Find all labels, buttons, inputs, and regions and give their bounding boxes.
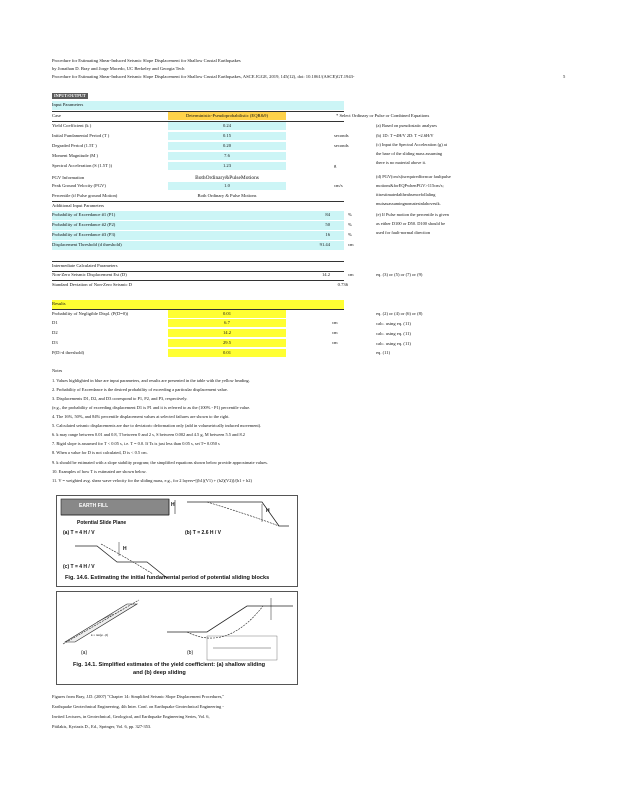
result-value: 6.7 xyxy=(168,319,286,327)
pgv-info-label: PGV Information xyxy=(52,175,85,180)
additional-label: Probability of Exceedance #3 (P3) xyxy=(52,232,116,237)
result-row-d1 xyxy=(52,319,344,328)
figure2-label-a: (a) xyxy=(81,650,88,656)
input-row-degraded xyxy=(52,142,349,151)
eq-a-label: k = tan(φ - β) xyxy=(91,633,109,637)
intermediate-title: Intermediate Calculated Parameters xyxy=(52,263,118,268)
doc-title-line1: Procedure for Estimating Shear-Induced Seismic Slope Displacement for Shallow Crustal Earthquakes xyxy=(52,58,241,63)
input-row-ts xyxy=(52,132,349,141)
note-item: 7. Rigid slope is assumed for T < 0.05 s, i.e. T = 0.0. If Ts is just less than 0.05 s, set T= 0.050 s xyxy=(52,441,220,446)
additional-unit: % xyxy=(348,212,352,217)
input-label: Moment Magnitude (M ) xyxy=(52,153,99,158)
result-ref: calc. using eq. (11) xyxy=(376,321,411,326)
input-section-title: Input Parameters xyxy=(52,102,84,107)
result-label: D1 xyxy=(52,320,58,325)
note-item: 9. k should be estimated with a slope stability program; the simplified equations shown below provide approximate values. xyxy=(52,460,268,465)
right-note: the base of the sliding mass assuming xyxy=(376,151,443,156)
result-ref: eq. (2) or (4) or (6) or (8) xyxy=(376,311,423,316)
note-item: 10. Examples of how T is estimated are shown below. xyxy=(52,469,147,474)
intermediate-label: Non-Zero Seismic Displacement Est (D) xyxy=(52,272,127,277)
result-ref: eq. (11) xyxy=(376,350,391,355)
pgv-input[interactable]: 1.0 xyxy=(168,182,286,190)
figure1-caption: Fig. 14.6. Estimating the initial fundamental period of potential sliding blocks xyxy=(65,575,270,581)
intermediate-unit: cm xyxy=(348,272,354,277)
result-value: 0.01 xyxy=(168,349,286,357)
earth-fill-label: EARTH FILL xyxy=(79,503,109,509)
additional-unit: % xyxy=(348,232,352,237)
note-item: 4. The 16%, 50%, and 84% percentile displacement values at selected failures are shown to the right. xyxy=(52,414,230,419)
right-note: itisestimatedaltheahsencefollaling xyxy=(376,192,436,197)
result-ref: calc. using eq. (11) xyxy=(376,331,411,336)
pgv-row xyxy=(52,182,344,191)
right-note: there is no material above it. xyxy=(376,160,426,165)
result-value: 0.01 xyxy=(168,310,286,318)
additional-header xyxy=(52,201,344,211)
note-item: 11. V = weighted avg. shear wave velocity for the sliding mass, e.g., for 2 layers=[(h1)(V1) + (h2)(V2)]/(h1 + h2) xyxy=(52,478,252,483)
additional-title: Additional Input Parameters xyxy=(52,203,105,208)
figure2-caption-line1: Fig. 14.1. Simplified estimates of the yield coefficient: (a) shallow sliding xyxy=(73,662,266,668)
right-note: (a) Based on pseudostatic analyses xyxy=(376,123,437,128)
figure2-caption-line2: and (b) deep sliding xyxy=(133,670,186,676)
additional-row-p3[interactable] xyxy=(52,231,352,240)
input-value[interactable]: 1.23 xyxy=(168,162,286,170)
note-item: 1. Values highlighted in blue are input parameters, and results are presented in the table with the yellow heading. xyxy=(52,378,250,383)
intermediate-row-sd xyxy=(52,280,348,290)
input-label: Yield Coefficient (k ) xyxy=(52,123,92,128)
result-value: 14.2 xyxy=(168,329,286,337)
additional-row-threshold[interactable] xyxy=(52,241,354,250)
note-item: 5. Calculated seismic displacements are due to deviatoric deformation only (add in volumetrically induced movement). xyxy=(52,423,262,428)
intermediate-ref: eq. (3) or (5) or (7) or (9) xyxy=(376,272,423,277)
figure1-h-label: H xyxy=(171,502,175,508)
result-label: P(D>d threshold) xyxy=(52,350,85,355)
figure2-label-b: (b) xyxy=(187,650,194,656)
result-label: D2 xyxy=(52,330,58,335)
case-selector[interactable]: Deterministic-Pseudoprobabilistic (EQR&9) xyxy=(168,112,286,120)
note-item: 6. k may range between 0.01 and 0.8, T between 0 and 2 s, S between 0.002 and 4.5 g, M between 5.5 and 8.2 xyxy=(52,432,245,437)
figure-fundamental-period-drawing xyxy=(57,496,297,586)
additional-row-p1[interactable] xyxy=(52,211,352,220)
note-item: 8. When a value for D is not calculated, D is < 0.5 cm. xyxy=(52,450,148,455)
footer-line: Pitilakis, Kyriazis D., Ed., Springer, Vol. 6, pp. 327-353. xyxy=(52,724,152,729)
note-item: 2. Probability of Exceedance is the desired probability of exceeding a particular displacement value. xyxy=(52,387,228,392)
doc-authors: by Jonathan D. Bray and Jorge Macedo, UC Berkeley and Georgia Tech xyxy=(52,66,185,71)
intermediate-value: 0.736 xyxy=(337,282,348,287)
right-note: (b) 1D: T =4H/V 2D: T =2.6H/V xyxy=(376,133,434,138)
additional-unit: % xyxy=(348,222,352,227)
additional-unit: cm xyxy=(348,242,354,247)
input-value[interactable]: 0.20 xyxy=(168,142,286,150)
figure1-h-label-right: H xyxy=(266,508,270,514)
case-label: Case xyxy=(52,113,61,118)
additional-value: 84 xyxy=(325,212,330,217)
input-unit: g xyxy=(334,163,337,168)
pgv-unit: cm/s xyxy=(334,183,343,188)
result-unit: cm xyxy=(332,320,338,325)
input-row-magnitude xyxy=(52,152,344,161)
right-note: motions&forEQPwhenPGV>115cm/s; xyxy=(376,183,444,188)
input-label: Initial Fundamental Period (T ) xyxy=(52,133,110,138)
additional-value: 16 xyxy=(325,232,330,237)
result-label: Probability of Negligible Displ. (P(D=0)) xyxy=(52,311,129,316)
result-label: D3 xyxy=(52,340,58,345)
additional-row-p2[interactable] xyxy=(52,221,352,230)
input-unit: seconds xyxy=(334,143,349,148)
right-note: (e) If Pulse motion the percentile is given xyxy=(376,212,449,217)
additional-label: Displacement Threshold (d threshold) xyxy=(52,242,122,247)
input-section-header xyxy=(52,101,344,110)
note-item: 3. Displacements D1, D2, and D3 correspond to P1, P2, and P3, respectively. xyxy=(52,396,188,401)
slide-plane-label: Potential Slide Plane xyxy=(77,520,127,526)
results-header xyxy=(52,300,344,309)
additional-label: Probability of Exceedance #2 (P2) xyxy=(52,222,116,227)
input-label: Degraded Period (1.5T ) xyxy=(52,143,97,148)
footer-line: Figures from Bray, J.D. (2007) "Chapter 14: Simplified Seismic Slope Displacement Procedures," xyxy=(52,694,225,699)
intermediate-header xyxy=(52,261,344,272)
intermediate-row-d xyxy=(52,271,354,280)
page-number: 5 xyxy=(563,74,566,79)
figure1-label-c: (c) T = 4 H / V xyxy=(63,564,95,570)
percentile-label: Percentile (if Pulse ground Motion) xyxy=(52,193,118,198)
additional-label: Probability of Exceedance #1 (P1) xyxy=(52,212,116,217)
percentile-row xyxy=(52,192,344,201)
input-label: Spectral Acceleration (S (1.5T )) xyxy=(52,163,112,168)
figure1-label-a: (a) T = 4 H / V xyxy=(63,530,95,536)
result-unit: cm xyxy=(332,330,338,335)
pgv-label: Peak Ground Velocity (PGV) xyxy=(52,183,106,188)
case-hint: * Select Ordinary or Pulse or Combined Equations xyxy=(336,113,430,118)
footer-line: Earthquake Geotechnical Engineering, 4th Inter. Conf. on Earthquake Geotechnical Engineering - xyxy=(52,704,224,709)
footer-line: Invited Lectures, in Geotechnical, Geological, and Earthquake Engineering Series, Vol. 6, xyxy=(52,714,210,719)
figure-yield-coefficient xyxy=(56,591,298,685)
result-ref: calc. using eq. (11) xyxy=(376,341,411,346)
right-note: muisasassumingnomatesinlahovesik. xyxy=(376,201,441,206)
right-note: (d) PGV(cm/s)isrequiredforncar faultpulse xyxy=(376,174,451,179)
case-row xyxy=(52,111,344,122)
sheet-label: INPUT/OUTPUT xyxy=(54,93,86,98)
intermediate-value: 14.2 xyxy=(321,272,330,277)
right-note: used for fault-normal direction xyxy=(376,230,431,235)
figure-fundamental-period xyxy=(56,495,298,587)
result-row-pthreshold xyxy=(52,349,344,358)
intermediate-label: Standard Deviation of Non-Zero Seismic D xyxy=(52,282,132,287)
input-row-sa xyxy=(52,162,344,171)
figure1-h-label-c: H xyxy=(123,546,127,552)
percentile-selector[interactable]: Both Ordinary & Pulse Motions xyxy=(197,193,257,198)
result-unit: cm xyxy=(332,340,338,345)
pgv-info-selector[interactable]: BothOrdinary&PulseMotions xyxy=(195,175,259,181)
note-item: (e.g., the probability of exceeding displacement D1 is P1 and it is referred to as the (100% - P1) percentile value. xyxy=(52,405,251,410)
results-title: Results xyxy=(52,301,66,306)
result-row-pd0 xyxy=(52,309,344,319)
result-row-d2 xyxy=(52,329,344,338)
additional-value: 50 xyxy=(325,222,330,227)
input-unit: seconds xyxy=(334,133,349,138)
input-row-ky xyxy=(52,122,344,131)
input-value[interactable]: 0.24 xyxy=(168,122,286,130)
result-row-d3 xyxy=(52,339,344,348)
additional-value: 91.44 xyxy=(319,242,330,247)
input-value[interactable]: 0.15 xyxy=(168,132,286,140)
figure1-label-b: (b) T = 2.6 H / V xyxy=(185,530,221,536)
input-value[interactable]: 7.6 xyxy=(168,152,286,160)
right-note: (c) Input the Spectral Acceleration (g) at xyxy=(376,142,447,147)
doc-reference: Procedure for Estimating Shear-Induced Seismic Slope Displacement for Shallow Crustal Earthquakes, ASCE JGGE, 2019, 145(12), doi: 10.1061/(ASCE)GT.1943- xyxy=(52,74,355,79)
right-note: as either D100 or D50. D100 should be xyxy=(376,221,446,226)
result-value: 29.5 xyxy=(168,339,286,347)
notes-title: Notes xyxy=(52,368,63,373)
